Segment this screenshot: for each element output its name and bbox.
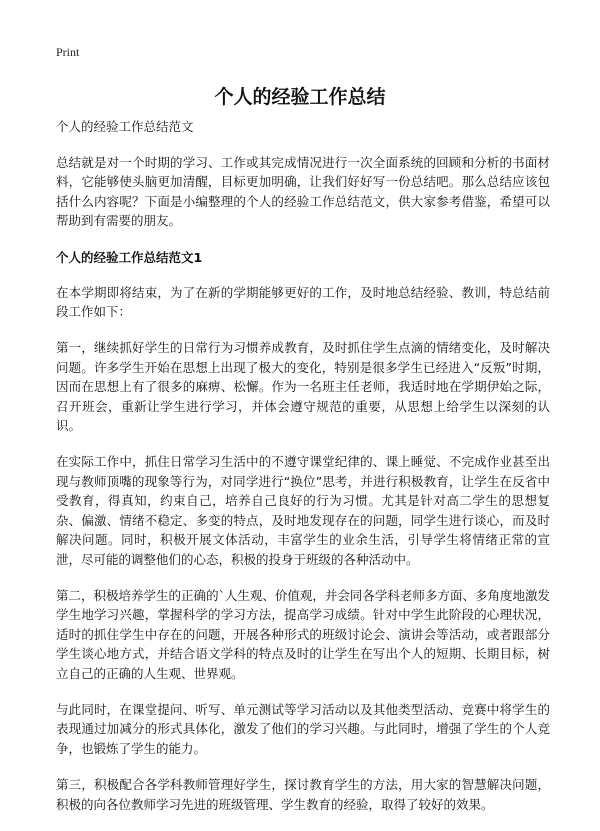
page-title: 个人的经验工作总结 xyxy=(214,86,386,108)
body-paragraph: 第三，积极配合各学科教师管理好学生，探讨教育学生的方法，用大家的智慧解决问题，积极的向各位教师学习先进的班级管理、学生教育的经验，取得了较好的效果。 xyxy=(56,777,550,812)
body-paragraph: 与此同时，在课堂提问、听写、单元测试等学习活动以及其他类型活动、竞赛中将学生的表现通过加减分的形式具体化，激发了他们的学习兴趣。与此同时，增强了学生的个人竞争，也锻炼了学生的能力。 xyxy=(56,701,550,756)
document-body xyxy=(56,117,550,831)
document-subtitle: 个人的经验工作总结范文 xyxy=(56,119,194,134)
body-paragraph: 第二，积极培养学生的正确的`人生观、价值观，并会同各学科老师多方面、多角度地激发学生地学习兴趣，掌握科学的学习方法，提高学习成绩。针对中学生此阶段的心理状况，适时的抓住学生中存在的问题，开展各种形式的班级讨论会、演讲会等活动，或者跟部分学生谈心地方式，并结合语文学科的特点及时的让学生在写出个人的短期、长期目标，树立自己的正确的人生观、世界观。 xyxy=(56,587,550,681)
body-paragraph: 在实际工作中，抓住日常学习生活中的不遵守课堂纪律的、课上睡觉、不完成作业甚至出现与教师顶嘴的现象等行为，对同学进行“换位”思考，并进行积极教育，让学生在反省中受教育，得真知，约束自己，培养自己良好的行为习惯。尤其是针对高二学生的思想复杂、偏激、情绪不稳定、多变的特点，及时地发现存在的问题，同学生进行谈心，而及时解决问题。同时，积极开展文体活动，丰富学生的业余生活，引导学生将情绪正常的宣泄，尽可能的调整他们的心态，积极的投身于班级的各种活动中。 xyxy=(56,454,550,567)
section-heading: 个人的经验工作总结范文1 xyxy=(56,249,203,265)
intro-paragraph: 总结就是对一个时期的学习、工作或其完成情况进行一次全面系统的回顾和分析的书面材料，它能够使头脑更加清醒，目标更加明确，让我们好好写一份总结吧。那么总结应该包括什么内容呢？下面是小编整理的个人的经验工作总结范文，供大家参考借鉴，希望可以帮助到有需要的朋友。 xyxy=(56,155,550,229)
print-link[interactable]: Print xyxy=(56,45,80,59)
body-paragraph: 第一，继续抓好学生的日常行为习惯养成教育，及时抓住学生点滴的情绪变化，及时解决问题。许多学生开始在思想上出现了极大的变化，特别是很多学生已经进入“反叛”时期，因而在思想上有了很多的麻痹、松懈。作为一名班主任老师，我适时地在学期伊始之际，召开班会，重新让学生进行学习，并体会遵守规范的重要，从思想上给学生以深刻的认识。 xyxy=(56,340,550,434)
body-paragraph: 在本学期即将结束，为了在新的学期能够更好的工作，及时地总结经验、教训，特总结前段工作如下： xyxy=(56,284,550,320)
